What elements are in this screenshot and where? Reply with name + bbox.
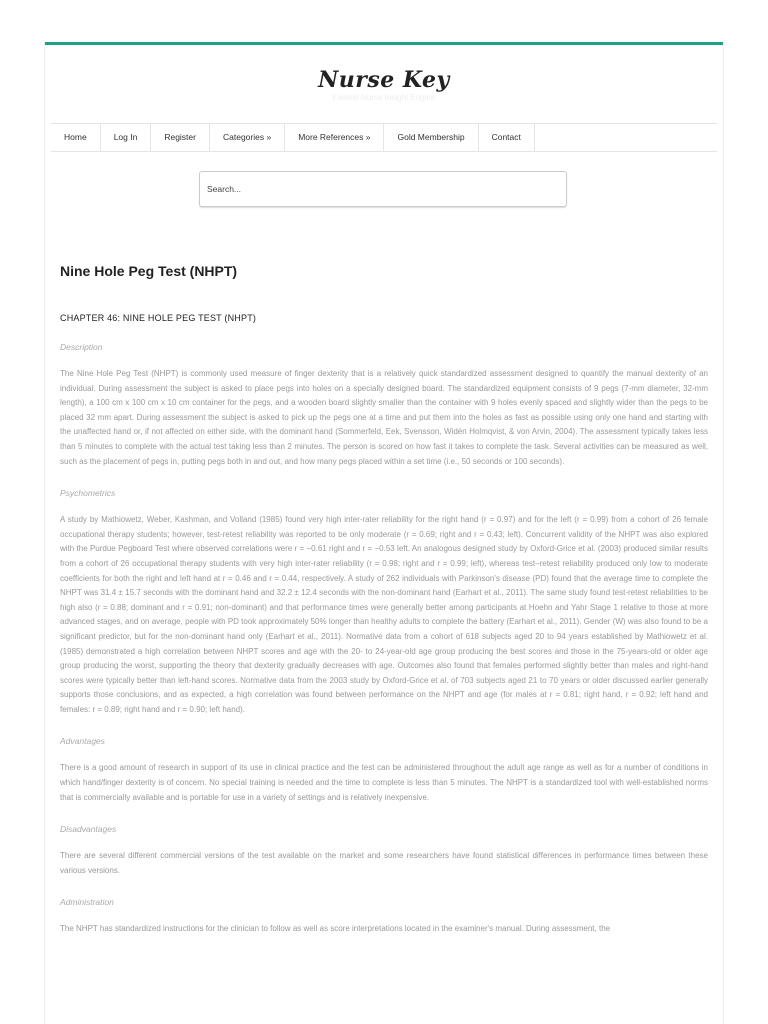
nav-item-home[interactable]: Home bbox=[51, 124, 101, 151]
section-text-psychometrics: A study by Mathiowetz, Weber, Kashman, and Volland (1985) found very high inter-rater reliability for the right hand (r = 0.97) and for the left (r = 0.99) from a cohort of 26 female occupational therapy students; however, test-retest reliability was reported to be only moderate (r = 0.69; right and r = 0.43; left). Concurrent validity of the NHPT was also explored with the Purdue Pegboard Test where observed correlations were r = −0.61 right and r = −0.53 left. An analogous designed study by Oxford-Grice et al. (2003) produced similar results from a cohort of 26 occupational therapy students with very high inter-rater reliability (r = 0.98; right and r = 0.99; left), whereas test–retest reliability produced only low to moderate coefficients for both the right and left hand at r = 0.46 and r = 0.44, respectively. A study of 262 individuals with Parkinson's disease (PD) found that the average time to complete the NHPT was 31.4 ± 15.7 seconds with the dominant hand and 32.2 ± 12.4 seconds with the non-dominant hand (Earhart et al., 2011). The same study found test-retest reliabilities to be high also (r = 0.88; dominant and r = 0.91; non-dominant) and that performance times were generally better among participants at Hoehn and Yahr Stage 1 relative to those at more advanced stages, and on average, people with PD took approximately 50% longer than healthy adults to complete the battery (Earhart et al., 2011). Gender (W) was also found to be a significant predictor, but for the non-dominant hand only (Earhart et al., 2011). Normative data from a cohort of 618 subjects aged 20 to 94 years established by Mathiowetz et al. (1985) demonstrated a high correlation between NHPT scores and age with the 20- to 24-year-old age group producing the best scores and those in the 75-years-old or older age group producing the worst, supporting the theory that dexterity gradually decreases with age. Outcomes also found that females performed slightly better than males and right-hand scores were typically better than left-hand scores. Normative data from the 2003 study by Oxford-Grice et al. of 703 subjects aged 21 to 70 years or older discussed earlier generally supports those conclusions, and as expected, a high correlation was found between performance on the NHPT and age (for males at r = 0.81; right hand, r = 0.92; left hand and females: r = 0.89; right hand and r = 0.90; left hand). bbox=[60, 515, 708, 714]
article bbox=[45, 263, 723, 937]
section-heading-advantages: Advantages bbox=[60, 736, 105, 747]
site-tagline: Fastest Nurse Insight Engine bbox=[332, 93, 436, 102]
section-heading-psychometrics: Psychometrics bbox=[60, 488, 116, 499]
section-heading-disadvantages: Disadvantages bbox=[60, 824, 117, 835]
section-text-administration: The NHPT has standardized instructions for the clinician to follow as well as score interpretations located in the examiner's manual. During assessment, the bbox=[60, 924, 611, 934]
nav-item-categories[interactable]: Categories » bbox=[210, 124, 285, 151]
page-container bbox=[44, 42, 724, 1024]
nav-item-gold-membership[interactable]: Gold Membership bbox=[384, 124, 478, 151]
site-header bbox=[45, 45, 723, 123]
chapter-heading: CHAPTER 46: NINE HOLE PEG TEST (NHPT) bbox=[60, 313, 257, 323]
search-area bbox=[45, 152, 723, 221]
site-title[interactable]: Nurse Key bbox=[318, 67, 450, 93]
section-text-advantages: There is a good amount of research in support of its use in clinical practice and the test can be administered throughout the adult age range as well as for a number of conditions in which hand/finger dexterity is of concern. No special training is needed and the time to complete is less than 5 minutes. The NHPT is a standardized tool with well-established norms that is commercially available and is portable for use in a variety of settings and is relatively inexpensive. bbox=[60, 763, 708, 802]
nav-item-contact[interactable]: Contact bbox=[479, 124, 535, 151]
search-input[interactable]: Search... bbox=[199, 171, 567, 207]
section-text-disadvantages: There are several different commercial versions of the test available on the market and some researchers have found statistical differences in performance times between these various versions. bbox=[60, 851, 708, 875]
main-nav bbox=[51, 123, 717, 152]
section-heading-description: Description bbox=[60, 342, 103, 352]
nav-item-more-references[interactable]: More References » bbox=[285, 124, 384, 151]
section-text-description: The Nine Hole Peg Test (NHPT) is commonly used measure of finger dexterity that is a relatively quick standardized assessment designed to quantify the manual dexterity of an individual. During assessment the subject is asked to place pegs into holes on a specially designed board. The standardized equipment consists of 9 pegs (7-mm diameter, 32-mm length), a 100 cm x 100 cm x 10 cm container for the pegs, and a wooden board slightly smaller than the container with 9 holes evenly spaced and slightly wider than the pegs to be placed 32 mm apart. During assessment the subject is asked to pick up the pegs one at a time and put them into the holes as fast as possible using only one hand and starting with the unaffected hand or, if not affected on either side, with the dominant hand (Sommerfeld, Eek, Svensson, Widén Holmqvist, & von Arvin, 2004). The assessment typically takes less than 5 minutes to complete with the actual test taking less than 2 minutes. The person is scored on how fast it takes to complete the task. Several activities can be measured as well, such as the placement of pegs in, putting pegs both in and out, and how many pegs placed within a set time (i.e., 50 seconds or 100 seconds). bbox=[60, 369, 708, 466]
section-heading-administration: Administration bbox=[60, 897, 114, 908]
nav-item-login[interactable]: Log In bbox=[101, 124, 152, 151]
nav-item-register[interactable]: Register bbox=[151, 124, 210, 151]
page-title: Nine Hole Peg Test (NHPT) bbox=[60, 263, 238, 279]
